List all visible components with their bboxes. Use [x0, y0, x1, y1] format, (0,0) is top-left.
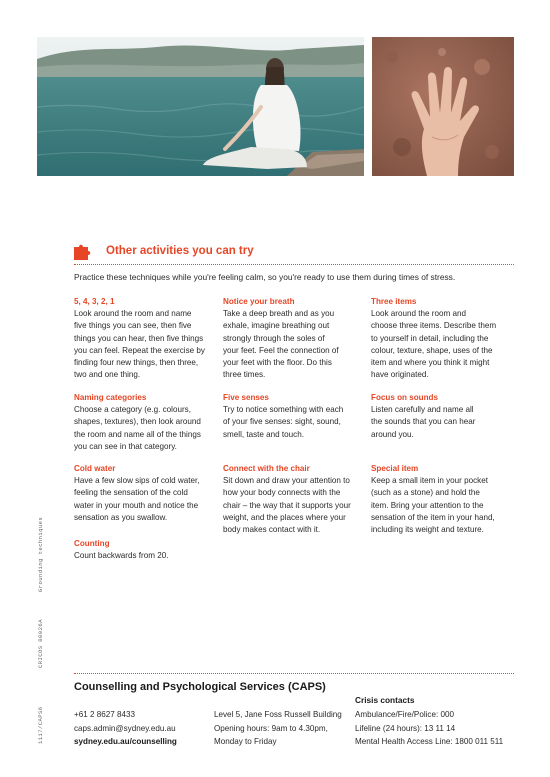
activity-text-line: to yourself in detail, including the: [371, 333, 489, 343]
activity-title: Cold water: [74, 464, 116, 473]
activity-special-item: [371, 463, 517, 536]
activity-cold-water: [74, 463, 220, 524]
activity-title: Five senses: [223, 393, 269, 402]
lifeline-number: Lifeline (24 hours): 13 11 14: [355, 723, 456, 733]
photo-woman-meditating: [37, 37, 364, 176]
activity-text-line: two and one thing.: [74, 370, 141, 380]
activity-naming-categories: [74, 392, 220, 453]
activity-5-4-3-2-1: [74, 296, 220, 382]
activity-connect-with-the-chair: [223, 463, 369, 536]
activity-text-line: sensation as you swallow.: [74, 512, 168, 522]
activity-text-line: things you can hear, then five things: [74, 333, 204, 343]
activity-text-line: Choose a category (e.g. colours,: [74, 405, 191, 414]
activity-text-line: Take a deep breath and as you: [223, 309, 335, 318]
activity-text-line: three times.: [223, 370, 266, 380]
section-title: Other activities you can try: [106, 245, 254, 257]
mental-health-line: Mental Health Access Line: 1800 011 511: [355, 737, 504, 746]
activity-text-line: Listen carefully and name all: [371, 405, 474, 414]
activity-text-line: Count backwards from 20.: [74, 551, 169, 560]
activity-text-line: strongly through the soles of: [223, 333, 325, 343]
activity-title: 5, 4, 3, 2, 1: [74, 297, 115, 306]
activity-counting: [74, 538, 220, 562]
email-link[interactable]: caps.admin@sydney.edu.au: [74, 723, 176, 733]
activity-text-line: chair – the way that it supports your: [223, 500, 351, 510]
crisis-contacts-title: Crisis contacts: [355, 695, 415, 705]
activity-title: Notice your breath: [223, 297, 295, 306]
activity-text-line: your feet. Feel the connection of: [223, 345, 339, 355]
divider: [74, 264, 514, 265]
activity-text-line: including its weight and texture.: [371, 525, 484, 535]
side-topic: Grounding techniques: [37, 516, 44, 592]
activity-title: Counting: [74, 539, 110, 548]
opening-days: Monday to Friday: [214, 737, 277, 746]
activity-text-line: around you.: [371, 429, 414, 439]
activity-text-line: have originated.: [371, 370, 429, 380]
footer-location-column: [214, 708, 342, 749]
activity-text-line: your feet with the floor. Do this: [223, 358, 332, 368]
photo-hand-on-rock: [372, 37, 514, 176]
section-intro: Practice these techniques while you're feeling calm, so you're ready to use them during times of stress.: [74, 272, 456, 282]
activity-title: Connect with the chair: [223, 464, 310, 473]
activity-text-line: Look around the room and: [371, 309, 466, 318]
activity-five-senses: [223, 392, 369, 441]
activity-text-line: exhale, imagine breathing out: [223, 321, 330, 331]
section-heading: [74, 243, 514, 263]
activity-text-line: weight, and the places where your: [223, 512, 346, 522]
activity-title: Naming categories: [74, 393, 147, 402]
phone-number[interactable]: +61 2 8627 8433: [74, 710, 135, 719]
footer-contact-column: [74, 708, 177, 749]
location-text: Level 5, Jane Foss Russell Building: [214, 710, 342, 719]
activity-text-line: Sit down and draw your attention to: [223, 476, 350, 485]
activity-three-items: [371, 296, 517, 382]
activity-focus-on-sounds: [371, 392, 517, 441]
footer-crisis-column: [355, 708, 503, 749]
activity-text-line: how your body connects with the: [223, 488, 341, 498]
side-cricos: CRICOS 00026A: [37, 619, 44, 668]
activity-notice-your-breath: [223, 296, 369, 382]
activity-text-line: Keep a small item in your pocket: [371, 476, 488, 485]
activity-text-line: Try to notice something with each: [223, 405, 344, 414]
activity-text-line: of your five senses: sight, sound,: [223, 417, 341, 427]
activity-text-line: item. Bring your attention to the: [371, 500, 484, 510]
activity-text-line: feeling the sensation of the cold: [74, 488, 188, 498]
activity-text-line: five things you can see, then five: [74, 321, 192, 331]
activity-text-line: the sounds that you can hear: [371, 417, 476, 427]
activity-title: Three items: [371, 297, 417, 306]
activity-text-line: (such as a stone) and hold the: [371, 488, 480, 498]
activity-text-line: body makes contact with it.: [223, 525, 321, 535]
activity-text-line: item and where you think it might: [371, 358, 490, 368]
activity-text-line: smell, taste and touch.: [223, 429, 304, 439]
opening-hours: Opening hours: 9am to 4.30pm,: [214, 723, 328, 733]
activity-text-line: Look around the room and name: [74, 309, 192, 318]
puzzle-piece-icon: [74, 243, 96, 260]
activity-text-line: you can see in that category.: [74, 441, 177, 451]
activity-text-line: sensation of the item in your hand,: [371, 512, 495, 522]
activity-text-line: finding four new things, then three,: [74, 358, 199, 368]
activity-title: Special item: [371, 464, 419, 473]
activity-text-line: water in your mouth and notice the: [74, 500, 199, 510]
footer-divider: [74, 673, 514, 674]
activity-text-line: choose three items. Describe them: [371, 321, 497, 331]
activity-text-line: Have a few slow sips of cold water,: [74, 476, 200, 485]
activity-text-line: you can feel. Repeat the exercise by: [74, 345, 205, 355]
activity-text-line: the room and name all of the things: [74, 429, 201, 439]
footer-title: Counselling and Psychological Services (CAPS): [74, 681, 326, 693]
activity-text-line: shapes, textures), then look around: [74, 417, 201, 427]
emergency-number: Ambulance/Fire/Police: 000: [355, 710, 454, 719]
website-link[interactable]: sydney.edu.au/counselling: [74, 737, 177, 746]
activity-title: Focus on sounds: [371, 393, 438, 402]
activity-text-line: colour, texture, shape, uses of the: [371, 345, 493, 355]
side-code: 1117/CAPS6: [37, 706, 44, 744]
